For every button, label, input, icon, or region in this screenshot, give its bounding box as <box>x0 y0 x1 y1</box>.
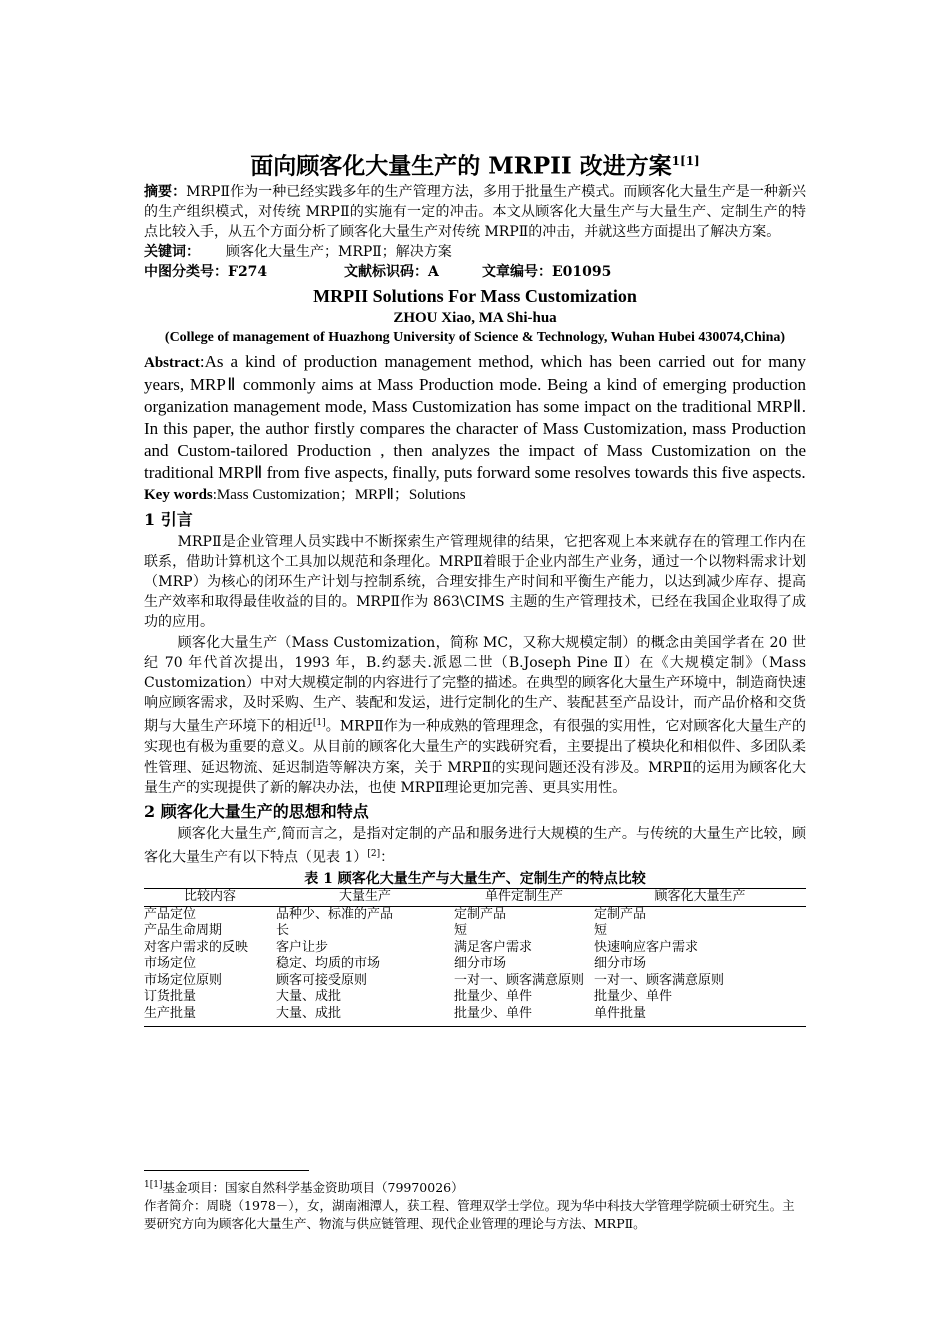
table-cell: 批量少、单件 <box>454 1006 594 1027</box>
abstract-en: Abstract:As a kind of production management method, which has been carried out for many years, MRPⅡ commonly aims at Mass Production mode. Being a kind of emerging production organization management mode, Mass Customization has some impact on the traditional MRPⅡ. In this paper, the author firstly compares the character of Mass Customization, mass Production and Custom-tailored Production , then analyzes the impact of Mass Customization on the traditional MRPⅡ from five aspects, finally, puts forward some resolves towards this five aspects. <box>144 351 806 482</box>
english-affiliation: (College of management of Huazhong University of Science & Technology, Wuhan Hubei 430074,China) <box>164 329 786 345</box>
table-row <box>144 1006 806 1027</box>
table-cell: 产品定位 <box>144 906 197 922</box>
section-2-heading: 2 顾客化大量生产的思想和特点 <box>144 801 369 821</box>
table-cell: 客户让步 <box>276 939 329 955</box>
table-header-row <box>144 889 806 907</box>
table-cell: 快速响应客户需求 <box>594 939 699 955</box>
table-cell: 短 <box>594 923 608 939</box>
table-cell: 单件批量 <box>594 1006 806 1027</box>
title-footnote-mark: 1[1] <box>671 154 700 168</box>
keywords-en: Key words:Mass Customization；MRPⅡ；Solutions <box>144 486 466 503</box>
table-cell: 细分市场 <box>594 956 647 972</box>
table-cell: 细分市场 <box>454 956 507 972</box>
table-cell: 定制产品 <box>594 906 647 922</box>
table-cell: 大量、成批 <box>276 989 342 1005</box>
citation-ref: [2] <box>367 849 381 860</box>
section-1-paragraph-1: MRPⅡ是企业管理人员实践中不断探索生产管理规律的结果，它把客观上本来就存在的管理工作内在联系，借助计算机这个工具加以规范和条理化。MRPⅡ着眼于企业内部生产业务，通过一个以物料需求计划（MRP）为核心的闭环生产计划与控制系统，合理安排生产时间和平衡生产能力，以达到减少库存、提高生产效率和取得最佳收益的目的。MRPⅡ作为 863\CIMS 主题的生产管理技术，已经在我国企业取得了成功的应用。 <box>144 533 806 631</box>
table-cell: 批量少、单件 <box>454 989 533 1005</box>
table-row <box>144 956 806 973</box>
section-1-heading: 1 引言 <box>144 509 193 529</box>
footnote-separator <box>144 1170 309 1171</box>
table-cell: 一对一、顾客满意原则 <box>454 972 585 988</box>
citation-ref: [1] <box>312 718 326 729</box>
table-cell: 产品生命周期 <box>144 923 223 939</box>
paper-title: 面向顾客化大量生产的 MRPII 改进方案$^{1[1]}$ <box>250 152 700 180</box>
table-row <box>144 973 806 990</box>
paper-body <box>144 146 806 1027</box>
table-cell: 短 <box>454 923 468 939</box>
section-2-paragraph-1: 顾客化大量生产,简而言之，是指对定制的产品和服务进行大规模的生产。与传统的大量生产比较，顾客化大量生产有以下特点（见表 1）[2]： <box>144 825 806 866</box>
table-cell: 品种少、标准的产品 <box>276 906 394 922</box>
table-cell: 对客户需求的反映 <box>144 939 249 955</box>
table-cell: 长 <box>276 923 290 939</box>
classification-line: 中图分类号：F274 文献标识码：A 文章编号：E01095 <box>144 263 612 280</box>
footnotes <box>144 1176 806 1233</box>
comparison-table <box>144 888 806 1027</box>
table-row <box>144 989 806 1006</box>
footnote-fund: $^{1[1]}$基金项目：国家自然科学基金资助项目（79970026） <box>144 1180 464 1196</box>
section-1-paragraph-2: 顾客化大量生产（Mass Customization，简称 MC，又称大规模定制）的概念由美国学者在 20 世纪 70 年代首次提出，1993 年，B.约瑟夫.派恩二世（B.Joseph Pine Ⅱ）在《大规模定制》（Mass Customization）中对大规模定制的内容进行了完整的描述。在典型的顾客化大量生产环境中，制造商快速响应顾客需求，及时采购、生产、装配和发运，进行定制化的生产、装配甚至产品设计，而产品价格和交货期与大量生产环境下的相近[1]。MRPⅡ作为一种成熟的管理理念，有很强的实用性，它对顾客化大量生产的实现也有极为重要的意义。从目前的顾客化大量生产的实践研究看，主要提出了模块化和相似件、多团队柔性管理、延迟物流、延迟制造等解决方案，关于 MRPⅡ的实现问题还没有涉及。MRPⅡ的运用为顾客化大量生产的实现提供了新的解决办法，也使 MRPⅡ理论更加完善、更具实用性。 <box>144 634 807 796</box>
footnote-author-bio: 作者简介：周晓（1978－），女，湖南湘潭人，获工程、管理双学士学位。现为华中科技大学管理学院硕士研究生。主要研究方向为顾客化大量生产、物流与供应链管理、现代企业管理的理论与方法、MRPⅡ。 <box>144 1198 795 1232</box>
abstract-cn: 摘要：MRPⅡ作为一种已经实践多年的生产管理方法，多用于批量生产模式。而顾客化大量生产是一种新兴的生产组织模式，对传统 MRPⅡ的实施有一定的冲击。本文从顾客化大量生产与大量生产、定制生产的特点比较入手，从五个方面分析了顾客化大量生产对传统 MRPⅡ的冲击，并就这些方面提出了解决方案。 <box>144 183 807 240</box>
table-cell: 顾客可接受原则 <box>276 972 368 988</box>
table-cell: 大量、成批 <box>276 1006 454 1027</box>
table-header-cell: 大量生产 <box>276 889 454 907</box>
table-cell: 批量少、单件 <box>594 989 673 1005</box>
english-title: MRPII Solutions For Mass Customization <box>313 285 637 306</box>
table-caption: 表 1 顾客化大量生产与大量生产、定制生产的特点比较 <box>304 871 646 888</box>
table-cell: 市场定位原则 <box>144 972 223 988</box>
table-cell: 定制产品 <box>454 906 507 922</box>
english-authors: ZHOU Xiao, MA Shi-hua <box>393 309 557 326</box>
table-header-cell: 顾客化大量生产 <box>594 889 806 907</box>
table-cell: 订货批量 <box>144 989 197 1005</box>
table-cell: 生产批量 <box>144 1006 276 1027</box>
table-row <box>144 906 806 923</box>
table-cell: 市场定位 <box>144 956 197 972</box>
table-row <box>144 940 806 957</box>
table-header-cell: 单件定制生产 <box>454 889 594 907</box>
table-cell: 一对一、顾客满意原则 <box>594 972 725 988</box>
table-header-cell: 比较内容 <box>144 889 276 907</box>
keywords-cn: 关键词： 顾客化大量生产；MRPⅡ；解决方案 <box>144 243 452 260</box>
table-cell: 稳定、均质的市场 <box>276 956 381 972</box>
table-cell: 满足客户需求 <box>454 939 533 955</box>
table-row <box>144 923 806 940</box>
